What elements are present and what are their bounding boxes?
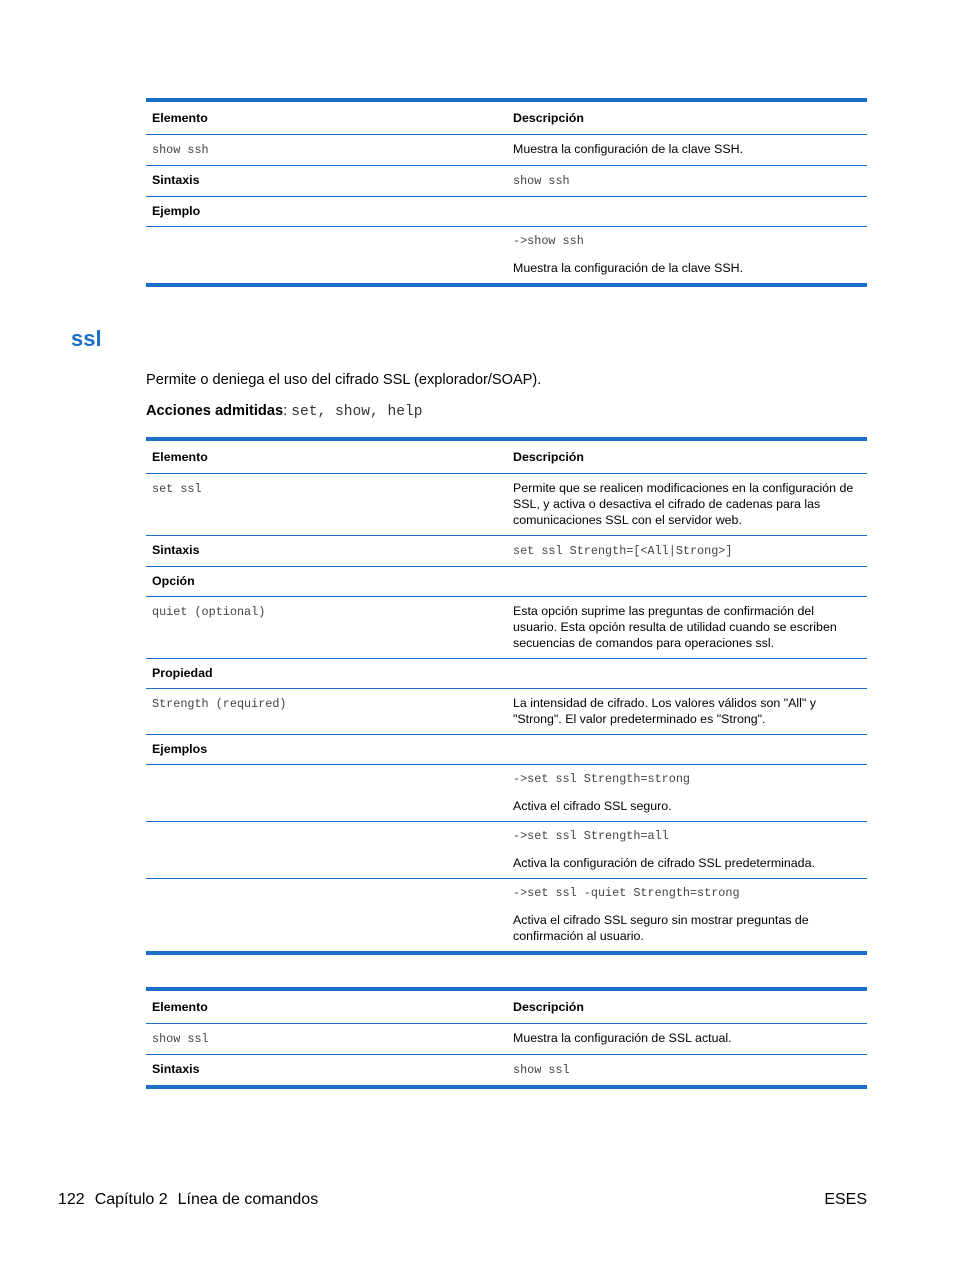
table-row bbox=[146, 689, 867, 735]
example-description: Activa el cifrado SSL seguro sin mostrar preguntas de confirmación al usuario. bbox=[513, 913, 809, 943]
table-row bbox=[146, 227, 867, 286]
syntax-label: Sintaxis bbox=[146, 166, 507, 197]
element-description: Permite que se realicen modificaciones en la configuración de SSL, y activa o desactiva el cifrado de cadenas para las comunicaciones SSL con el servidor web. bbox=[507, 474, 867, 536]
example-command: ->show ssh bbox=[513, 234, 584, 248]
header-elemento: Elemento bbox=[146, 989, 507, 1024]
table-row bbox=[146, 765, 867, 822]
example-command: ->set ssl Strength=all bbox=[513, 829, 669, 843]
table-row bbox=[146, 1024, 867, 1055]
syntax-command: set ssl Strength=[<All|Strong>] bbox=[513, 544, 733, 558]
table-row bbox=[146, 166, 867, 197]
element-command: set ssl bbox=[152, 482, 202, 496]
header-elemento: Elemento bbox=[146, 439, 507, 474]
examples-label: Ejemplos bbox=[146, 735, 507, 765]
show-ssl-table bbox=[146, 987, 867, 1089]
chapter-title: Línea de comandos bbox=[177, 1191, 319, 1208]
table-row bbox=[146, 197, 867, 227]
header-descripcion: Descripción bbox=[507, 989, 867, 1024]
option-description: Esta opción suprime las preguntas de confirmación del usuario. Esta opción resulta de utilidad cuando se escriben secuencias de comandos para operaciones ssl. bbox=[507, 597, 867, 659]
example-command: ->set ssl -quiet Strength=strong bbox=[513, 886, 740, 900]
set-ssl-table bbox=[146, 437, 867, 955]
table-row bbox=[146, 659, 867, 689]
table-row bbox=[146, 536, 867, 567]
actions-label: Acciones admitidas bbox=[146, 403, 284, 419]
syntax-command: show ssh bbox=[513, 174, 570, 188]
table-header-row bbox=[146, 100, 867, 135]
table-header-row bbox=[146, 439, 867, 474]
syntax-command: show ssl bbox=[513, 1063, 570, 1077]
page-number: 122 bbox=[58, 1191, 85, 1208]
table-row bbox=[146, 567, 867, 597]
table-row bbox=[146, 597, 867, 659]
element-command: show ssl bbox=[152, 1032, 209, 1046]
element-description: Muestra la configuración de la clave SSH. bbox=[507, 135, 867, 166]
syntax-label: Sintaxis bbox=[146, 1055, 507, 1088]
section-intro: Permite o deniega el uso del cifrado SSL (explorador/SOAP). bbox=[146, 372, 542, 388]
property-name: Strength (required) bbox=[152, 697, 287, 711]
example-description: Activa la configuración de cifrado SSL predeterminada. bbox=[513, 856, 815, 870]
show-ssh-table bbox=[146, 98, 867, 287]
option-name: quiet (optional) bbox=[152, 605, 266, 619]
chapter-label: Capítulo 2 bbox=[94, 1191, 168, 1208]
example-command: ->set ssl Strength=strong bbox=[513, 772, 690, 786]
syntax-label: Sintaxis bbox=[146, 536, 507, 567]
header-descripcion: Descripción bbox=[507, 439, 867, 474]
supported-actions bbox=[146, 403, 423, 420]
header-elemento: Elemento bbox=[146, 100, 507, 135]
property-label: Propiedad bbox=[146, 659, 507, 689]
actions-separator: : bbox=[283, 403, 292, 419]
example-description: Activa el cifrado SSL seguro. bbox=[513, 799, 672, 813]
section-title: ssl bbox=[71, 326, 102, 351]
table-row bbox=[146, 879, 867, 954]
table-row bbox=[146, 1055, 867, 1088]
table-row bbox=[146, 135, 867, 166]
element-command: show ssh bbox=[152, 143, 209, 157]
element-description: Muestra la configuración de SSL actual. bbox=[507, 1024, 867, 1055]
property-description: La intensidad de cifrado. Los valores válidos son "All" y "Strong". El valor predeterminado es "Strong". bbox=[507, 689, 867, 735]
table-row bbox=[146, 735, 867, 765]
footer-locale: ESES bbox=[824, 1191, 867, 1208]
example-description: Muestra la configuración de la clave SSH. bbox=[513, 261, 744, 275]
option-label: Opción bbox=[146, 567, 507, 597]
actions-value: set, show, help bbox=[291, 404, 423, 420]
table-header-row bbox=[146, 989, 867, 1024]
table-row bbox=[146, 474, 867, 536]
header-descripcion: Descripción bbox=[507, 100, 867, 135]
table-row bbox=[146, 822, 867, 879]
example-label: Ejemplo bbox=[146, 197, 507, 227]
footer-left bbox=[58, 1191, 318, 1209]
